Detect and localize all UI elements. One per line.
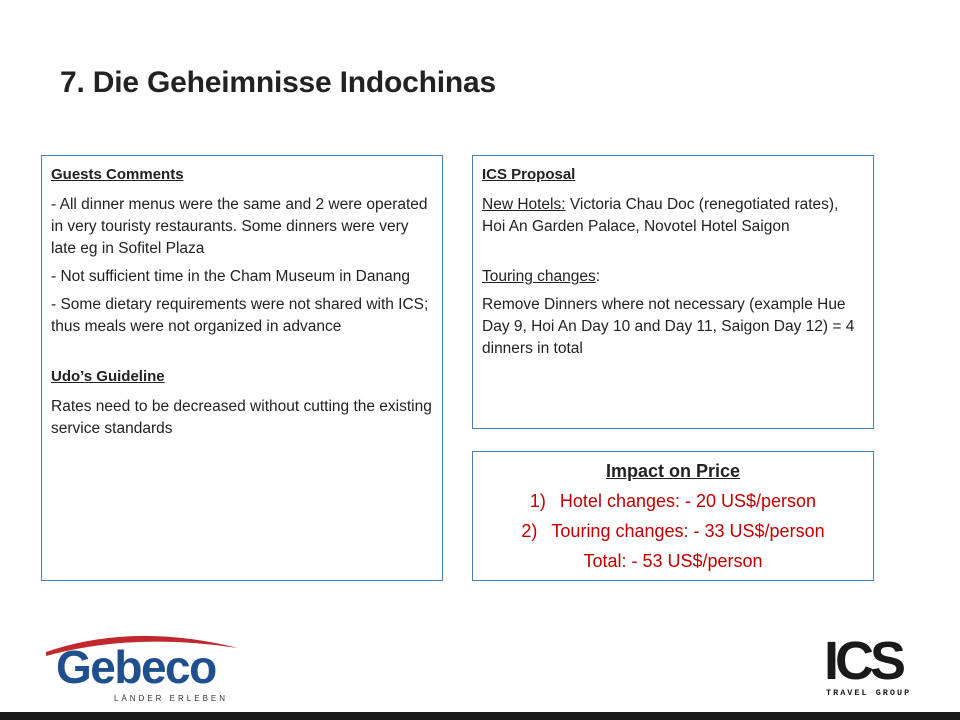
new-hotels-label: New Hotels: <box>482 196 566 213</box>
impact-total: Total: - 53 US$/person <box>583 551 763 571</box>
impact-title: Impact on Price <box>605 461 741 481</box>
new-hotels-text: Victoria Chau Doc (renegotiated rates), Hoi An Garden Palace, Novotel Hotel Saigon <box>482 196 839 235</box>
impact-item <box>479 516 867 546</box>
touring-changes-label: Touring changes <box>482 268 596 285</box>
impact-item-text: Touring changes: - 33 US$/person <box>551 521 825 541</box>
new-hotels-paragraph <box>482 194 864 238</box>
impact-on-price-box <box>472 451 874 581</box>
ics-tagline: TRAVEL GROUP <box>826 688 912 698</box>
guests-comments-box <box>41 155 443 581</box>
ics-proposal-box <box>472 155 874 429</box>
impact-item-number: 1) <box>529 491 546 511</box>
gebeco-tagline: LÄNDER ERLEBEN <box>114 694 229 703</box>
comment-item: - All dinner menus were the same and 2 were operated in very touristy restaurants. Some dinners were very late eg in Sofitel Plaza <box>51 196 428 257</box>
comment-item: - Not sufficient time in the Cham Museum in Danang <box>51 268 410 285</box>
gebeco-wordmark: Gebeco <box>56 641 216 693</box>
ics-logo <box>822 631 926 706</box>
guests-comments-heading: Guests Comments <box>51 166 184 183</box>
ics-wordmark: ICS <box>824 631 903 691</box>
gebeco-logo <box>42 626 242 706</box>
touring-changes-label-line <box>482 266 864 288</box>
slide-title: 7. Die Geheimnisse Indochinas <box>60 66 497 99</box>
ics-proposal-heading: ICS Proposal <box>482 166 576 183</box>
impact-item-text: Hotel changes: - 20 US$/person <box>559 491 817 511</box>
impact-item <box>479 486 867 516</box>
guideline-heading: Udo’s Guideline <box>51 368 165 385</box>
touring-changes-colon: : <box>595 268 601 285</box>
impact-item-number: 2) <box>521 521 538 541</box>
comment-item: - Some dietary requirements were not shared with ICS; thus meals were not organized in advance <box>51 296 429 335</box>
touring-changes-text: Remove Dinners where not necessary (example Hue Day 9, Hoi An Day 10 and Day 11, Saigon Day 12) = 4 dinners in total <box>482 296 855 357</box>
footer-bar <box>0 712 960 720</box>
guideline-text: Rates need to be decreased without cutting the existing service standards <box>51 398 432 437</box>
